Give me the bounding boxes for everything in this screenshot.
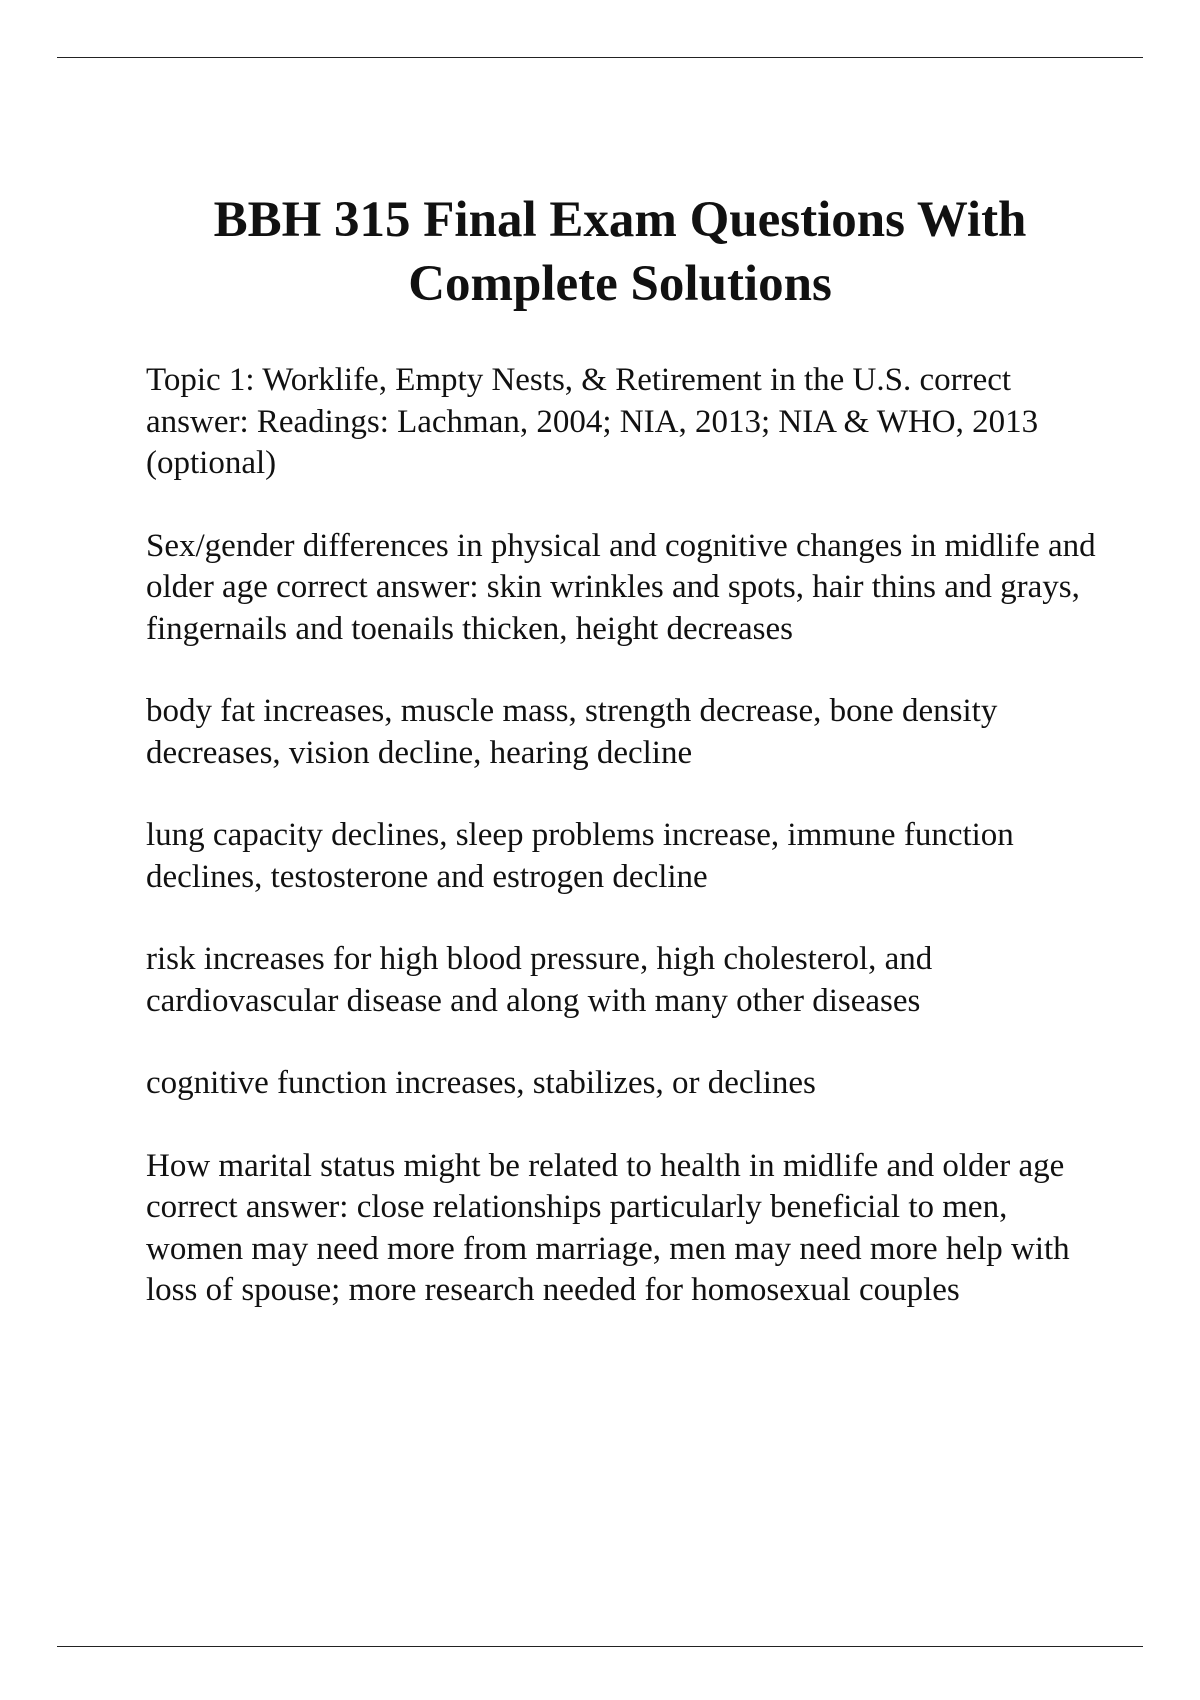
document-body bbox=[146, 360, 1106, 1353]
bottom-divider bbox=[57, 1646, 1143, 1647]
paragraph-lung-capacity: lung capacity declines, sleep problems increase, immune function declines, testosterone and estrogen decline bbox=[146, 817, 1014, 895]
paragraph-risk-increases: risk increases for high blood pressure, high cholesterol, and cardiovascular disease and along with many other diseases bbox=[146, 941, 933, 1019]
paragraph-marital-status: How marital status might be related to health in midlife and older age correct answer: close relationships particularly beneficial to men, women may need more from marriage, men may need more help with loss of spouse; more research needed for homosexual couples bbox=[146, 1147, 1070, 1308]
top-divider bbox=[57, 57, 1143, 58]
paragraph-topic-1: Topic 1: Worklife, Empty Nests, & Retirement in the U.S. correct answer: Readings: Lachman, 2004; NIA, 2013; NIA & WHO, 2013 (optional) bbox=[146, 362, 1039, 481]
title-line-2: Complete Solutions bbox=[408, 256, 832, 312]
paragraph-body-fat: body fat increases, muscle mass, strength decrease, bone density decreases, vision decline, hearing decline bbox=[146, 693, 998, 771]
paragraph-sex-gender-differences: Sex/gender differences in physical and cognitive changes in midlife and older age correct answer: skin wrinkles and spots, hair thins and grays, fingernails and toenails thicken, height decreases bbox=[146, 527, 1096, 647]
paragraph-cognitive-function: cognitive function increases, stabilizes, or declines bbox=[146, 1065, 816, 1101]
title-line-1: BBH 315 Final Exam Questions With bbox=[213, 192, 1027, 248]
document-title bbox=[100, 188, 1140, 316]
